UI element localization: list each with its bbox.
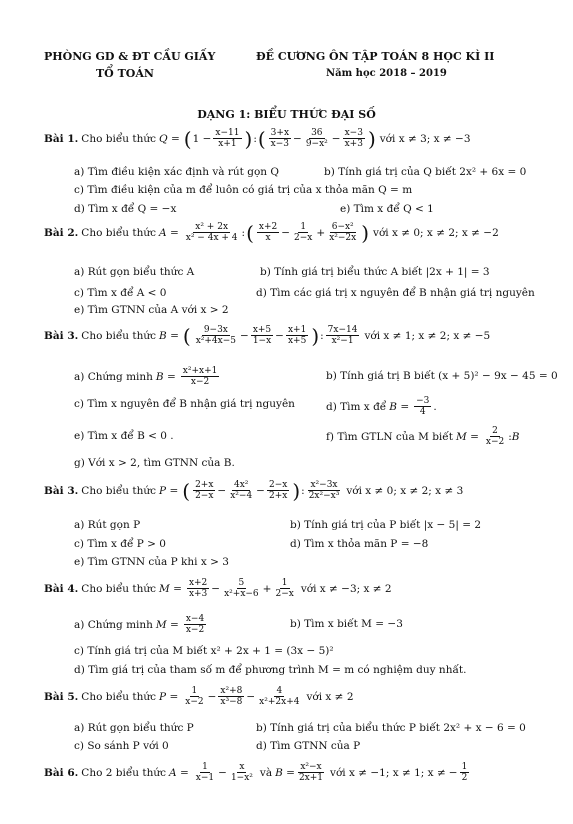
problem-6-statement: Bài 6. Cho 2 biểu thức A = $\frac{1}{x-1}$ − $\frac{x}{\text{1−x²}}$ và B = $\frac{\text{x²−x}}{2x+1}$ với x ≠ −1; x ≠ 1; x ≠ − $\frac{1}{2}$ bbox=[44, 762, 468, 784]
problem-3-g: g) Với x > 2, tìm GTNN của B. bbox=[74, 457, 235, 469]
problem-4-c: c) Tính giá trị của M biết x² + 2x + 1 = (3x − 5)² bbox=[74, 645, 334, 657]
problem-3b-a: a) Rút gọn P bbox=[74, 519, 141, 531]
problem-5-b: b) Tính giá trị của biểu thức P biết 2x² + x − 6 = 0 bbox=[256, 722, 526, 734]
problem-4-statement: Bài 4. Cho biểu thức M = $\frac{x+2}{x+3}$ − $\frac{5}{\text{x²+x−6}}$ + $\frac{1}{2-x}$ với x ≠ −3; x ≠ 2 bbox=[44, 578, 392, 600]
problem-4-b: b) Tìm x biết M = −3 bbox=[290, 618, 403, 630]
problem-5-statement: Bài 5. Cho biểu thức P = $\frac{1}{x-2}$ − $\frac{\text{x²+8}}{\text{x³−8}}$ − $\frac{4}{\text{x²+2x+4}}$ với x ≠ 2 bbox=[44, 686, 354, 708]
department-name: TỔ TOÁN bbox=[96, 67, 154, 80]
problem-4-d: d) Tìm giá trị của tham số m để phương trình M = m có nghiệm duy nhất. bbox=[74, 664, 467, 676]
problem-2-e: e) Tìm GTNN của A với x > 2 bbox=[74, 304, 229, 316]
problem-1-e: e) Tìm x để Q < 1 bbox=[340, 203, 434, 215]
problem-3-a: a) Chứng minh B = $\frac{\text{x²+x+1}}{x-2}$ bbox=[74, 366, 218, 388]
problem-1-d: d) Tìm x để Q = −x bbox=[74, 203, 177, 215]
problem-3b-e: e) Tìm GTNN của P khi x > 3 bbox=[74, 556, 229, 568]
school-year: Năm học 2018 – 2019 bbox=[326, 68, 447, 79]
document-title: ĐỀ CƯƠNG ÔN TẬP TOÁN 8 HỌC KÌ II bbox=[256, 50, 495, 63]
problem-3-d: d) Tìm x để B = $\frac{-3}{4}$ . bbox=[326, 396, 437, 418]
problem-3b-b: b) Tính giá trị của P biết |x − 5| = 2 bbox=[290, 519, 482, 531]
problem-2-a: a) Rút gọn biểu thức A bbox=[74, 266, 195, 278]
problem-5-a: a) Rút gọn biểu thức P bbox=[74, 722, 194, 734]
school-name: PHÒNG GD & ĐT CẦU GIẤY bbox=[44, 50, 216, 63]
problem-4-a: a) Chứng minh M = $\frac{x-4}{x-2}$ bbox=[74, 614, 205, 636]
problem-1-a: a) Tìm điều kiện xác định và rút gọn Q bbox=[74, 166, 279, 178]
problem-5-d: d) Tìm GTNN của P bbox=[256, 740, 361, 752]
problem-3-b: b) Tính giá trị B biết (x + 5)² − 9x − 45 = 0 bbox=[326, 370, 558, 382]
problem-2-b: b) Tính giá trị biểu thức A biết |2x + 1| = 3 bbox=[260, 266, 490, 278]
problem-3b-statement: Bài 3. Cho biểu thức P = ( $\frac{2+x}{2-x}$ − $\frac{\text{4x²}}{\text{x²−4}}$ − $\frac{2-x}{2+x}$ ) : $\frac{\text{x²−3x}}{\text{2x²−x³}}$ với x ≠ 0; x ≠ 2; x ≠ 3 bbox=[44, 478, 464, 503]
problem-1-statement: Bài 1. Cho biểu thức Q = ( 1 − $\frac{x-11}{x+1}$ ) : ( $\frac{3+x}{x-3}$ − $\frac{36}{\text{9−x²}}$ − $\frac{x-3}{x+3}$ ) với x ≠ 3; x ≠ −3 bbox=[44, 126, 471, 151]
problem-3-e: e) Tìm x để B < 0 . bbox=[74, 430, 174, 442]
problem-2-c: c) Tìm x để A < 0 bbox=[74, 287, 167, 299]
problem-3-c: c) Tìm x nguyên để B nhận giá trị nguyên bbox=[74, 398, 295, 410]
problem-5-c: c) So sánh P với 0 bbox=[74, 740, 169, 752]
section-title: DẠNG 1: BIỂU THỨC ĐẠI SỐ bbox=[197, 108, 376, 121]
problem-3-statement: Bài 3. Cho biểu thức B = ( $\frac{9-3x}{\text{x²+4x−5}}$ − $\frac{x+5}{1-x}$ − $\frac{x+1}{x+5}$ ) : $\frac{7x-14}{\text{x²−1}}$ với x ≠ 1; x ≠ 2; x ≠ −5 bbox=[44, 323, 491, 348]
problem-3b-c: c) Tìm x để P > 0 bbox=[74, 538, 166, 550]
problem-2-statement: Bài 2. Cho biểu thức A = $\frac{\text{x² + 2x}}{\text{x² − 4x + 4}}$ : ( $\frac{x+2}{x}$ − $\frac{1}{2-x}$ + $\frac{\text{6−x²}}{\text{x²−2x}}$ ) với x ≠ 0; x ≠ 2; x ≠ −2 bbox=[44, 220, 499, 245]
problem-3b-d: d) Tìm x thỏa mãn P = −8 bbox=[290, 538, 429, 550]
problem-1-b: b) Tính giá trị của Q biết 2x² + 6x = 0 bbox=[324, 166, 527, 178]
problem-1-c: c) Tìm điều kiện của m để luôn có giá trị của x thỏa mãn Q = m bbox=[74, 184, 413, 196]
problem-3-f: f) Tìm GTLN của M biết M = $\frac{2}{x-2}$ : B bbox=[326, 426, 520, 448]
problem-2-d: d) Tìm các giá trị x nguyên để B nhận giá trị nguyên bbox=[256, 287, 535, 299]
